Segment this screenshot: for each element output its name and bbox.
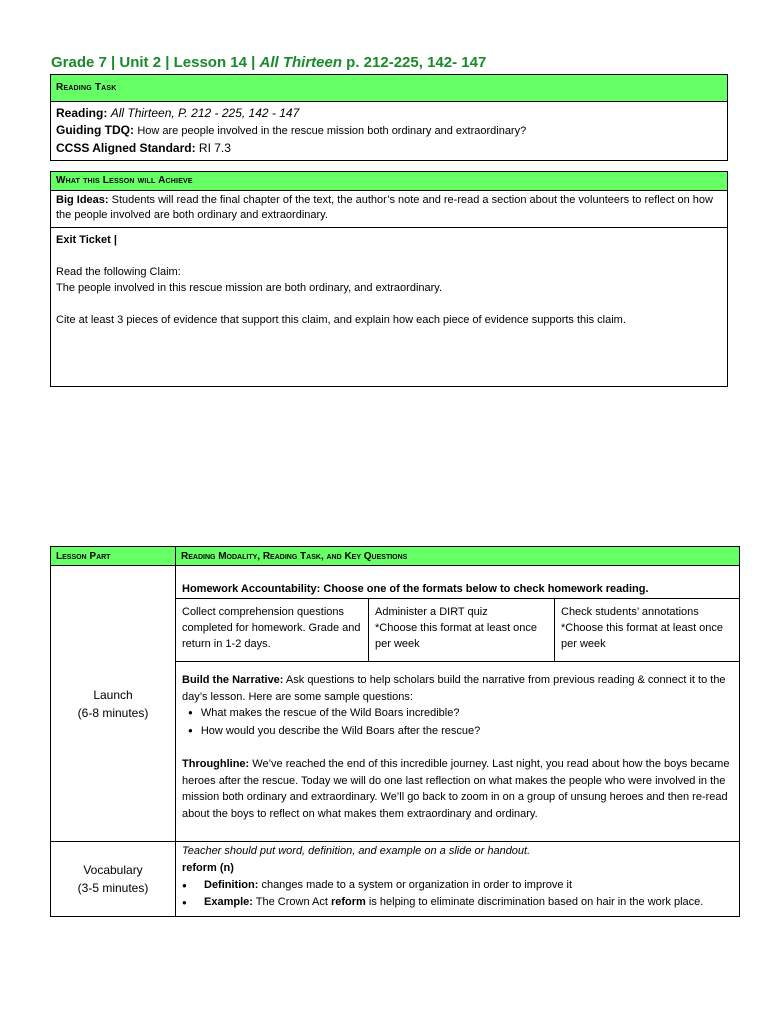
vocab-example: ● Example: The Crown Act reform is helping to eliminate discrimination based on hair in the work place. [182,894,733,911]
page-title: Grade 7 | Unit 2 | Lesson 14 | All Thirteen p. 212-225, 142- 147 [51,54,487,71]
col-lesson-part: Lesson Part [51,547,176,566]
exit-ticket-title: Exit Ticket | [56,234,117,246]
vocabulary-label: Vocabulary (3-5 minutes) [51,842,176,916]
exit-ticket [51,228,727,386]
exit-line-2: The people involved in this rescue mission are both ordinary, and extraordinary. [56,282,443,294]
vocab-term: reform (n) [182,862,234,874]
big-ideas: Big Ideas: Students will read the final chapter of the text, the author’s note and re-read a section about the volunteers to reflect on how the people involved are both ordinary and extraordinary. [51,191,727,228]
lesson-table [50,546,740,917]
reading-line: Reading: All Thirteen, P. 212 - 225, 142 - 147 [56,106,300,120]
book-title: All Thirteen [259,54,343,71]
homework-options [176,598,740,662]
reading-task-heading: Reading Task [51,75,727,102]
launch-label: Launch (6-8 minutes) [51,566,176,841]
list-item: ● How would you describe the Wild Boars after the rescue? [202,723,733,741]
vocab-definition: ● Definition: changes made to a system or organization in order to improve it [182,877,733,894]
build-narrative: Build the Narrative: Ask questions to help scholars build the narrative from previous reading & connect it to the day’s lesson. Here are some sample questions: ● What makes the rescue of the Wild Boars incredible? ● How would you describe the Wild Boars after the rescue? [176,662,739,740]
col-modality: Reading Modality, Reading Task, and Key Questions [176,547,739,566]
ccss-line: CCSS Aligned Standard: RI 7.3 [56,141,231,155]
list-item: ● What makes the rescue of the Wild Boars incredible? [202,705,733,723]
homework-title: Homework Accountability: Choose one of the formats below to check homework reading. [182,583,649,595]
tdq-line: Guiding TDQ: How are people involved in the rescue mission both ordinary and extraordinary? [56,123,527,137]
lesson-table-header [51,547,739,566]
vocab-note: Teacher should put word, definition, and example on a slide or handout. [182,845,531,857]
achieve-heading: What this Lesson will Achieve [51,172,727,191]
bullet-icon: ● [182,898,187,907]
vocabulary-row [51,842,739,916]
exit-line-1: Read the following Claim: [56,266,181,278]
achieve-table [50,171,728,387]
reading-task-table [50,74,728,161]
throughline: Throughline: We’ve reached the end of this incredible journey. Last night, you read about how the boys became heroes after the rescue. Today we will do one last reflection on what makes the people who were involved in the mission both ordinary and extraordinary. We’ll go back to zoom in on a group of unsung heroes and then re-read about the boys to reflect on what makes them extraordinary and ordinary. [182,758,730,820]
homework-option: Collect comprehension questions completed for homework. Grade and return in 1-2 days. [182,606,361,650]
reading-task-body [51,102,727,160]
homework-option: Check students’ annotations *Choose this format at least once per week [554,599,740,661]
launch-row [51,566,739,842]
exit-line-3: Cite at least 3 pieces of evidence that support this claim, and explain how each piece of evidence supports this claim. [56,314,626,326]
homework-option: Administer a DIRT quiz *Choose this format at least once per week [368,599,554,661]
bullet-icon: ● [182,881,187,890]
